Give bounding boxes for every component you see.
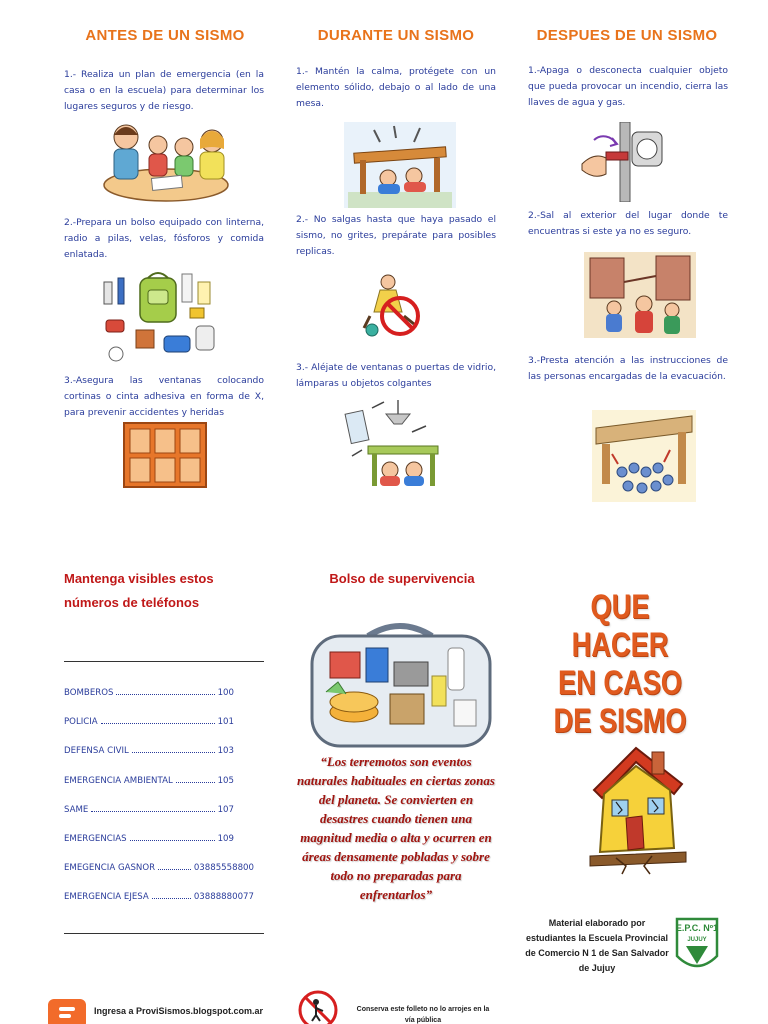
family-planning-illustration (96, 115, 234, 207)
phone-label: EMERGENCIA AMBIENTAL (64, 776, 173, 786)
phone-label: EMEGENCIA GASNOR (64, 863, 156, 873)
phone-number: 105 (217, 776, 234, 786)
credits-text: Material elaborado por estudiantes la Escuela Provincial de Comercio N 1 de San Salvador de Jujuy (525, 918, 669, 973)
keep-brochure-note: Conserva este folleto no lo arrojes en la vía pública (356, 1006, 490, 1024)
earthquake-quote: “Los terremotos son eventos naturales habituales en ciertas zonas del planeta. Se convierten en desastres cuando tienen una magnitud media o alta y ocurren en áreas densamente pobladas y sobre todo no preparadas para enfrentarlos” (297, 754, 495, 902)
cover-title (540, 588, 700, 740)
window-illustration (122, 421, 208, 489)
despues-item-1: 1.-Apaga o desconecta cualquier objeto que pueda provocar un incendio, cierra las llaves de agua y gas. (528, 65, 728, 108)
phone-label: DEFENSA CIVIL (64, 746, 129, 756)
no-running-illustration (360, 272, 430, 344)
phone-label: EMERGENCIA EJESA (64, 892, 149, 902)
phone-number: 03885558800 (193, 863, 254, 873)
antes-item-2: 2.-Prepara un bolso equipado con linterna, radio a pilas, velas, fósforos y comida enlatada. (64, 217, 264, 260)
phone-row-bomberos (64, 688, 234, 698)
cover-title-line1: QUE HACER (571, 588, 669, 664)
phones-heading-line1: Mantenga visibles estos (64, 571, 214, 586)
blogger-icon (48, 999, 86, 1024)
phones-top-divider (64, 661, 264, 662)
cracked-house-illustration (586, 738, 690, 878)
antes-title: ANTES DE UN SISMO (85, 27, 245, 44)
bolso-heading: Bolso de supervivencia (329, 571, 475, 586)
school-shield-logo (674, 916, 720, 978)
logo-text-bottom: JUJUY (687, 937, 707, 943)
cover-title-line2: EN CASO (558, 664, 682, 702)
antes-item-1: 1.- Realiza un plan de emergencia (en la casa o en la escuela) para determinar los lugares seguros y de riesgo. (64, 69, 264, 112)
despues-title: DESPUES DE UN SISMO (536, 27, 718, 44)
phones-heading-line2: números de teléfonos (64, 595, 200, 610)
phone-number: 03888880077 (193, 892, 254, 902)
survival-bag-illustration (308, 622, 494, 750)
phone-number: 103 (217, 746, 234, 756)
phone-number: 100 (217, 688, 234, 698)
phones-bottom-divider (64, 933, 264, 934)
phone-label: BOMBEROS (64, 688, 114, 698)
logo-text-top: E.P.C. Nº1 (675, 923, 719, 933)
durante-title: DURANTE UN SISMO (317, 27, 475, 44)
falling-objects-illustration (342, 398, 442, 498)
phone-row-emergencia-ambiental (64, 776, 234, 786)
antes-item-3: 3.-Asegura las ventanas colocando cortinas o cinta adhesiva en forma de X, para prevenir accidentes y heridas (64, 375, 264, 418)
phone-label: POLICIA (64, 717, 98, 727)
evacuation-crowd-illustration (592, 410, 696, 502)
phone-row-ejesa (64, 892, 254, 902)
phone-number: 109 (217, 834, 234, 844)
phone-row-policia (64, 717, 234, 727)
phone-number: 101 (217, 717, 234, 727)
gas-valve-illustration (576, 122, 672, 202)
emergency-kit-illustration (100, 268, 224, 366)
evacuate-building-illustration (584, 252, 696, 338)
despues-item-3: 3.-Presta atención a las instrucciones de las personas encargadas de la evacuación. (528, 355, 728, 382)
durante-item-2: 2.- No salgas hasta que haya pasado el sismo, no grites, prepárate para posibles replicas. (296, 214, 496, 257)
phones-heading (64, 567, 264, 615)
under-table-illustration (344, 122, 456, 208)
no-littering-icon (297, 989, 339, 1024)
durante-item-1: 1.- Mantén la calma, protégete con un elemento sólido, debajo o al lado de una mesa. (296, 66, 496, 109)
cover-title-line3: DE SISMO (553, 702, 687, 740)
durante-item-3: 3.- Aléjate de ventanas o puertas de vidrio, lámparas u objetos colgantes (296, 362, 496, 389)
phone-row-gasnor (64, 863, 254, 873)
phone-row-emergencias (64, 834, 234, 844)
blog-link[interactable]: Ingresa a ProviSismos.blogspot.com.ar (94, 1006, 264, 1016)
despues-item-2: 2.-Sal al exterior del lugar donde te encuentras si este ya no es seguro. (528, 210, 728, 237)
phone-row-defensa-civil (64, 746, 234, 756)
phone-number: 107 (217, 805, 234, 815)
phone-row-same (64, 805, 234, 815)
phone-label: SAME (64, 805, 89, 815)
phone-label: EMERGENCIAS (64, 834, 127, 844)
